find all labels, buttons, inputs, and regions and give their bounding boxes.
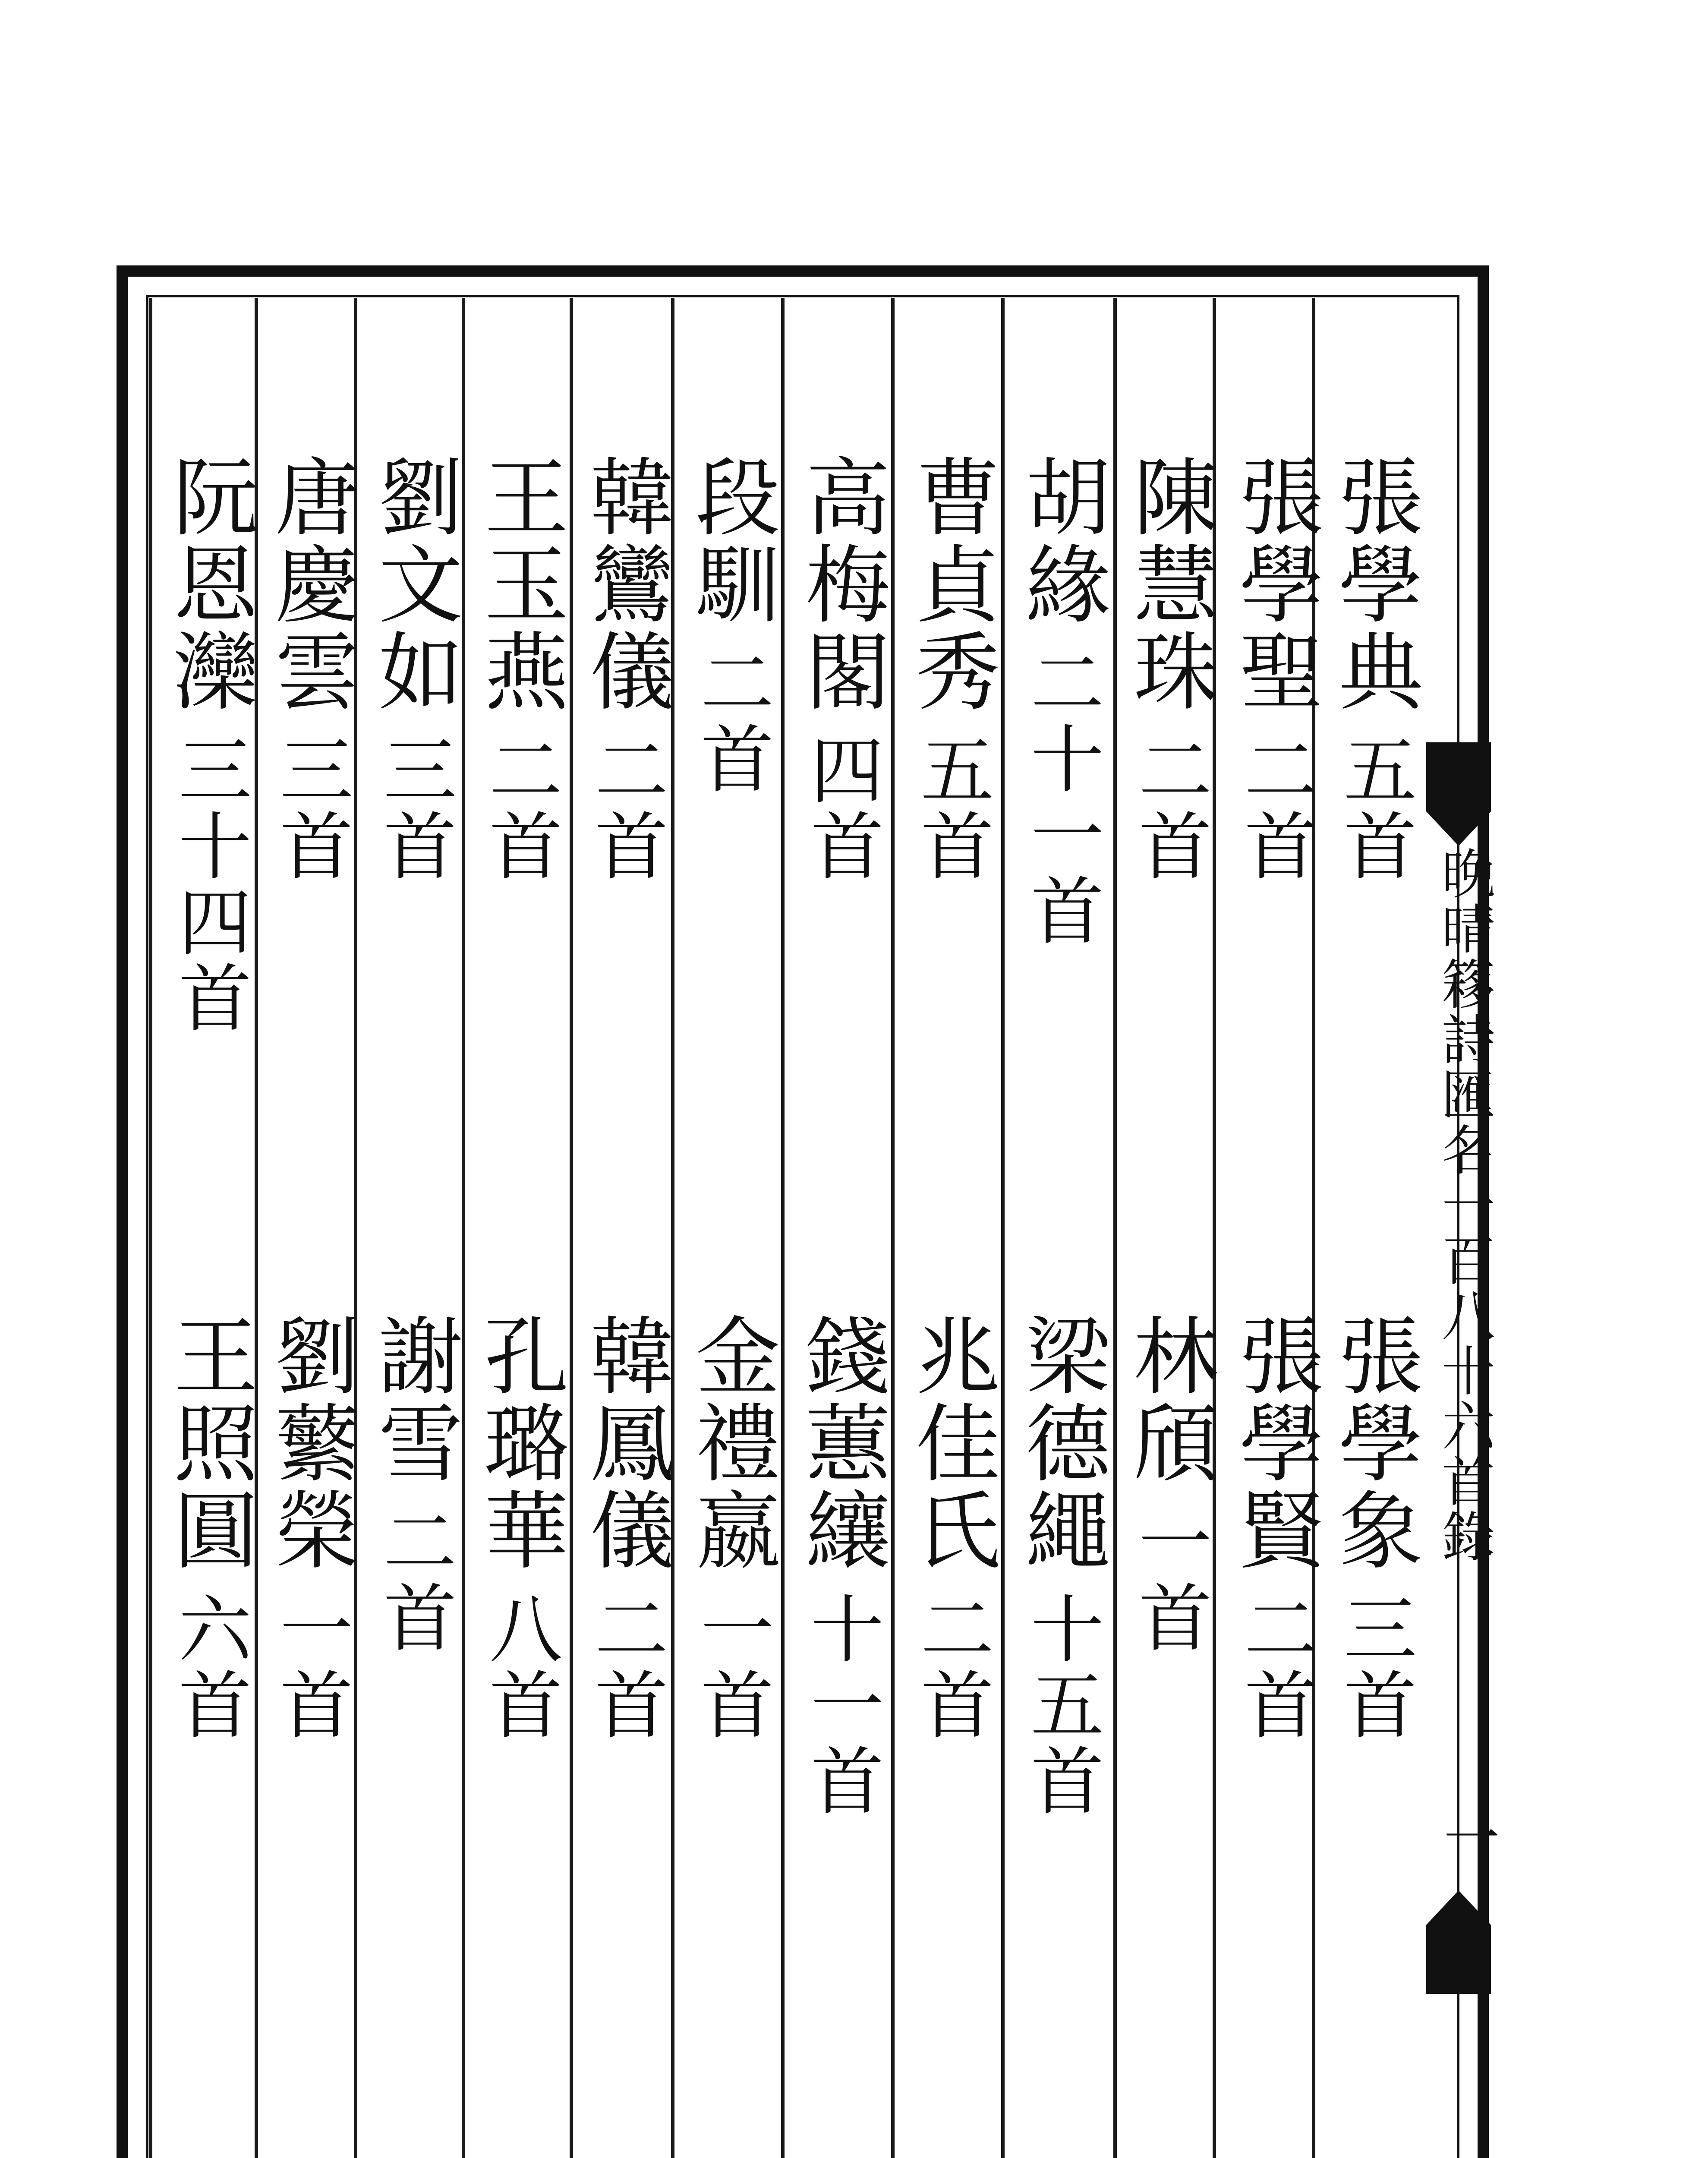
poem-count: 八首 (476, 1591, 562, 1743)
entry-lower (1119, 1312, 1218, 1656)
entry-upper (159, 453, 258, 1036)
entry-lower (576, 1312, 674, 1743)
author-name: 王照圓 (159, 1312, 258, 1574)
poem-count: 二首 (908, 1591, 993, 1743)
author-name: 張學典 (1324, 453, 1423, 715)
entry-lower (1225, 1312, 1324, 1743)
column-rule (1113, 298, 1117, 2158)
fishtail-bottom-icon (1426, 1890, 1491, 1994)
poem-count: 一首 (688, 1591, 773, 1743)
entry-lower (1324, 1312, 1423, 1743)
author-name: 兆佳氏 (901, 1312, 1000, 1574)
poem-count: 二首 (476, 732, 562, 884)
entry-upper (1225, 453, 1324, 884)
poem-count: 五首 (908, 732, 993, 884)
author-name: 胡緣 (1012, 453, 1110, 628)
poem-count: 三十四首 (166, 732, 251, 1036)
author-name: 錢蕙纕 (791, 1312, 890, 1574)
poem-count: 四首 (798, 732, 883, 884)
poem-count: 十一首 (798, 1591, 883, 1819)
entry-lower (681, 1312, 780, 1743)
poem-count: 一首 (267, 1591, 353, 1743)
entry-lower (1012, 1312, 1110, 1819)
author-name: 謝雪 (364, 1312, 463, 1486)
entry-upper (470, 453, 568, 884)
author-name: 段馴 (681, 453, 780, 628)
poem-count: 二首 (371, 1504, 456, 1656)
author-name: 王玉燕 (470, 453, 568, 715)
entry-upper (791, 453, 890, 884)
fold-page-number: 一 (1434, 1808, 1500, 1865)
author-name: 梁德繩 (1012, 1312, 1110, 1574)
poem-count: 五首 (1331, 732, 1416, 884)
entry-lower (364, 1312, 463, 1656)
author-name: 張學聖 (1225, 453, 1324, 715)
author-name: 韓鸞儀 (576, 453, 674, 715)
author-name: 高梅閣 (791, 453, 890, 715)
column-rule (149, 298, 152, 2158)
fishtail-mark-bottom (1426, 1890, 1491, 1994)
entry-lower (470, 1312, 568, 1743)
entry-lower (791, 1312, 890, 1819)
column-rule (1001, 298, 1005, 2158)
poem-count: 二首 (1232, 732, 1317, 884)
entry-upper (576, 453, 674, 884)
column-rule (891, 298, 895, 2158)
entry-upper (1119, 453, 1218, 884)
author-name: 唐慶雲 (261, 453, 359, 715)
author-name: 張學賢 (1225, 1312, 1324, 1574)
fishtail-mark-top (1426, 742, 1491, 846)
column-rule (781, 298, 785, 2158)
author-name: 劉文如 (364, 453, 463, 715)
entry-upper (681, 453, 780, 797)
poem-count: 二首 (1232, 1591, 1317, 1743)
column-rule (570, 298, 573, 2158)
poem-count: 三首 (267, 732, 353, 884)
entry-upper (1324, 453, 1423, 884)
author-name: 張學象 (1324, 1312, 1423, 1574)
entry-lower (261, 1312, 359, 1743)
poem-count: 二首 (582, 732, 668, 884)
author-name: 金禮嬴 (681, 1312, 780, 1574)
poem-count: 三首 (371, 732, 456, 884)
entry-lower (901, 1312, 1000, 1743)
poem-count: 六首 (166, 1591, 251, 1743)
poem-count: 一首 (1126, 1504, 1211, 1656)
poem-count: 二首 (688, 645, 773, 797)
author-name: 韓鳳儀 (576, 1312, 674, 1574)
entry-lower (159, 1312, 258, 1743)
poem-count: 二首 (1126, 732, 1211, 884)
author-name: 曹貞秀 (901, 453, 1000, 715)
fishtail-top-icon (1426, 742, 1491, 846)
poem-count: 三首 (1331, 1591, 1416, 1743)
entry-upper (261, 453, 359, 884)
author-name: 孔璐華 (470, 1312, 568, 1574)
entry-upper (901, 453, 1000, 884)
author-name: 劉蘩榮 (261, 1312, 359, 1574)
poem-count: 十五首 (1018, 1591, 1103, 1819)
poem-count: 二首 (582, 1591, 668, 1743)
author-name: 林頎 (1119, 1312, 1218, 1486)
author-name: 阮恩灤 (159, 453, 258, 715)
fold-title: 晚晴簃詩匯名一百八十六首錄 (1433, 846, 1495, 1564)
poem-count: 二十一首 (1018, 645, 1103, 949)
entry-upper (364, 453, 463, 884)
author-name: 陳慧珠 (1119, 453, 1218, 715)
entry-upper (1012, 453, 1110, 949)
